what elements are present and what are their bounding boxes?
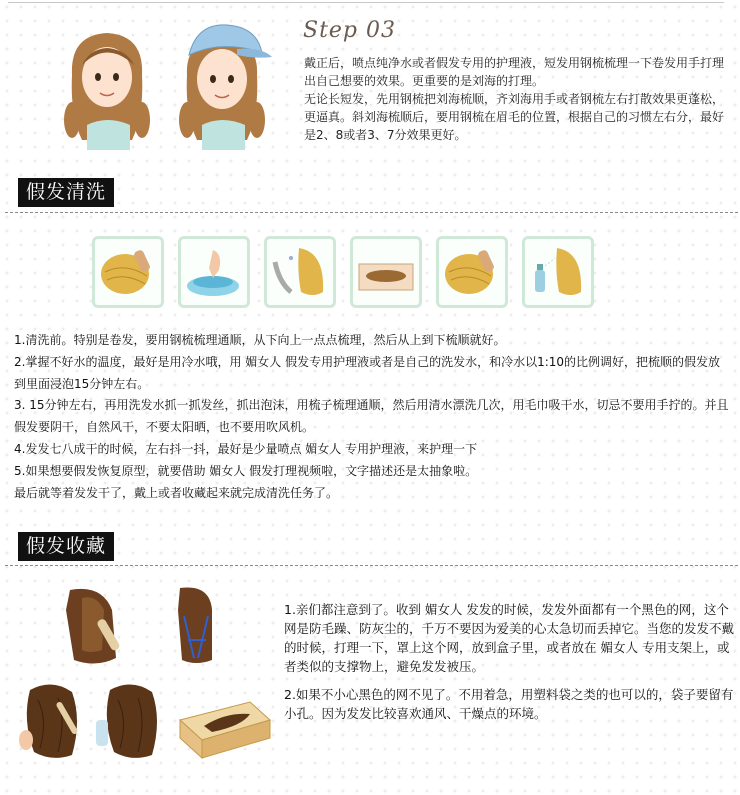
girl-illustrations [52, 15, 272, 155]
wash-item-5: 5.如果想要假发恢复原型，就要借助 媚女人 假发打理视频啦，文字描述还是太抽象啦。 [14, 463, 478, 478]
wash-step-icons [92, 236, 652, 314]
wash-item-4: 4.发发七八成干的时候，左右抖一抖，最好是少量喷点 媚女人 专用护理液，来护理一下 [14, 441, 478, 456]
curly-wig-spray-icon [96, 684, 157, 757]
wash-item-1: 1.清洗前。特别是卷发，要用钢梳梳理通顺，从下向上一点点梳理，然后从上到下梳顺就好。 [14, 333, 506, 347]
girl-cap-icon [179, 25, 272, 150]
comb-wig-icon [92, 236, 164, 308]
intro-paragraph-2: 无论长短发，先用钢梳把刘海梳顺，齐刘海用手或者钢梳左右打散效果更蓬松，更逼真。斜刘海梳顺后，要用钢梳在眉毛的位置，根据自己的习惯左右分，最好是2、8或者3、7分效果更好。 [304, 92, 725, 142]
wash-item-2: 2.掌握不好水的温度，最好是用冷水哦，用 媚女人 假发专用护理液或者是自己的洗发水，和冷水以1:10的比例调好，把梳顺的假发放到里面浸泡15分钟左右。 [14, 354, 721, 391]
step-title: Step 03 [303, 18, 397, 43]
wash-instructions [14, 330, 732, 504]
intro-paragraph-1: 戴正后，喷点纯净水或者假发专用的护理液，短发用钢梳梳理一下卷发用手打理出自己想要的效果。更重要的是刘海的打理。 [304, 56, 725, 88]
store-item-1: 1.亲们都注意到了。收到 媚女人 发发的时候，发发外面都有一个黑色的网，这个网是防毛躁、防灰尘的，千万不要因为爱美的心太急切而丢掉它。当您的发发不戴的时候，打理一下，罩上这个网，放到盒子里，或者放在 媚女人 专用支架上，或者类似的支撑物上，避免发发被压。 [284, 602, 735, 674]
top-divider [8, 2, 724, 3]
wash-item-final: 最后就等着发发干了，戴上或者收藏起来就完成清洗任务了。 [14, 485, 339, 500]
basin-wash-icon [178, 236, 250, 308]
section-divider-wash [5, 212, 738, 213]
section-divider-store [5, 565, 738, 566]
section-title-store: 假发收藏 [18, 532, 114, 561]
section-title-wash: 假发清洗 [18, 178, 114, 207]
storage-box-icon [180, 702, 270, 758]
wig-on-net-icon [178, 587, 212, 663]
intro-text [304, 54, 724, 144]
storage-instructions [284, 600, 734, 732]
comb-wig-icon-2 [436, 236, 508, 308]
tray-wig-icon [350, 236, 422, 308]
curly-wig-hand-icon [19, 684, 79, 757]
wash-item-3: 3. 15分钟左右，再用洗发水抓一抓发丝，抓出泡沫，用梳子梳理通顺，然后用清水漂洗几次，用毛巾吸干水，切忌不要用手拧的。并且假发要阴干，自然风干，不要太阳晒，也不要用吹风机。 [14, 398, 729, 435]
store-item-2: 2.如果不小心黑色的网不见了。不用着急，用塑料袋之类的也可以的，袋子要留有小孔。因为发发比较喜欢通风、干燥点的环境。 [284, 687, 734, 721]
spray-bottle-wig-icon [522, 236, 594, 308]
girl-plain-icon [64, 33, 150, 150]
spray-wig-icon [264, 236, 336, 308]
straight-wig-comb-icon [66, 589, 121, 664]
storage-illustrations [12, 580, 277, 775]
